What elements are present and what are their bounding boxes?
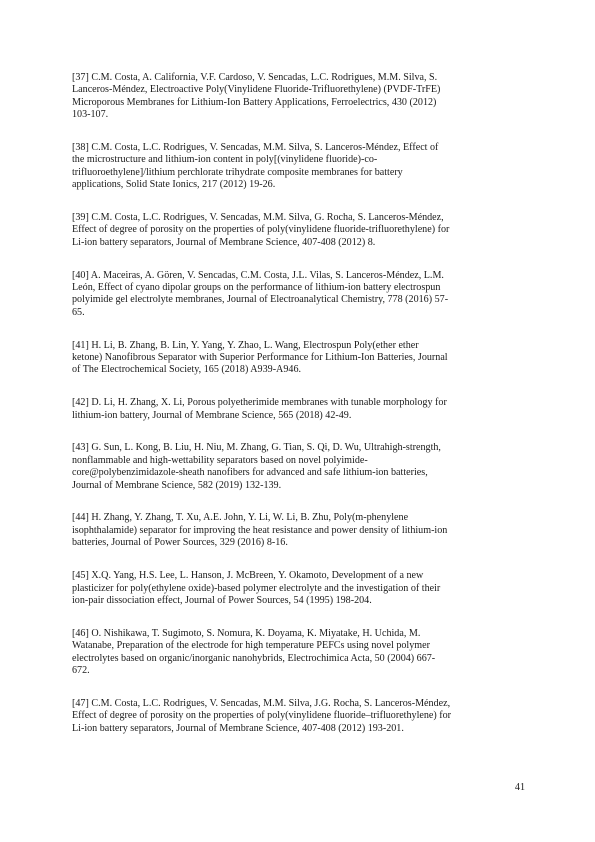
reference-41: [41] H. Li, B. Zhang, B. Lin, Y. Yang, Y. Zhao, L. Wang, Electrospun Poly(ether ether ketone) Nanofibrous Separator with Superior Performance for Lithium-Ion Batteries, Journal of The Electrochemical Society, 165 (2018) A939-A946. <box>72 339 448 376</box>
reference-47: [47] C.M. Costa, L.C. Rodrigues, V. Sencadas, M.M. Silva, J.G. Rocha, S. Lanceros-Méndez, Effect of degree of porosity on the properties of poly(vinylidene fluoride–trifluorethylene) for Li-ion battery separators, Journal of Membrane Science, 407-408 (2012) 193-201. <box>72 697 452 734</box>
page-number: 41 <box>514 782 525 793</box>
reference-37: [37] C.M. Costa, A. California, V.F. Cardoso, V. Sencadas, L.C. Rodrigues, M.M. Silva, S. Lanceros-Méndez, Electroactive Poly(Vinylidene Fluoride-Trifluorethylene) (PVDF-TrFE) Microporous Membranes for Lithium-Ion Battery Applications, Ferroelectrics, 430 (2012) 103-107. <box>72 72 441 121</box>
reference-43: [43] G. Sun, L. Kong, B. Liu, H. Niu, M. Zhang, G. Tian, S. Qi, D. Wu, Ultrahigh-strength, nonflammable and high-wettability separators based on novel polyimide- core@polybenzimidazole-sheath nanofibers for advanced and safe lithium-ion batteries, Journal of Membrane Science, 582 (2019) 132-139. <box>72 442 441 491</box>
reference-45: [45] X.Q. Yang, H.S. Lee, L. Hanson, J. McBreen, Y. Okamoto, Development of a new plasticizer for poly(ethylene oxide)-based polymer electrolyte and the investigation of their ion-pair dissociation effect, Journal of Power Sources, 54 (1995) 198-204. <box>72 570 441 606</box>
reference-46: [46] O. Nishikawa, T. Sugimoto, S. Nomura, K. Doyama, K. Miyatake, H. Uchida, M. Watanabe, Preparation of the electrode for high temperature PEFCs using novel polymer electrolytes based on organic/inorganic nanohybrids, Electrochimica Acta, 50 (2004) 667- 672. <box>72 627 436 676</box>
reference-38: [38] C.M. Costa, L.C. Rodrigues, V. Sencadas, M.M. Silva, S. Lanceros-Méndez, Effect of the microstructure and lithium-ion content in poly[(vinylidene fluoride)-co- trifluoroethylene]/lithium perchlorate trihydrate composite membranes for battery applications, Solid State Ionics, 217 (2012) 19-26. <box>72 142 439 191</box>
reference-list <box>72 72 525 755</box>
reference-44: [44] H. Zhang, Y. Zhang, T. Xu, A.E. John, Y. Li, W. Li, B. Zhu, Poly(m-phenylene isophthalamide) separator for improving the heat resistance and power density of lithium-ion batteries, Journal of Power Sources, 329 (2016) 8-16. <box>72 512 448 549</box>
reference-39: [39] C.M. Costa, L.C. Rodrigues, V. Sencadas, M.M. Silva, G. Rocha, S. Lanceros-Méndez, Effect of degree of porosity on the properties of poly(vinylidene fluoride-trifluorethylene) for Li-ion battery separators, Journal of Membrane Science, 407-408 (2012) 8. <box>72 212 450 248</box>
reference-40: [40] A. Maceiras, A. Gören, V. Sencadas, C.M. Costa, J.L. Vilas, S. Lanceros-Méndez, L.M. León, Effect of cyano dipolar groups on the performance of lithium-ion battery electrospun polyimide gel electrolyte membranes, Journal of Electroanalytical Chemistry, 778 (2016) 57- 65. <box>72 269 449 318</box>
reference-42: [42] D. Li, H. Zhang, X. Li, Porous polyetherimide membranes with tunable morphology for lithium-ion battery, Journal of Membrane Science, 565 (2018) 42-49. <box>72 397 447 421</box>
